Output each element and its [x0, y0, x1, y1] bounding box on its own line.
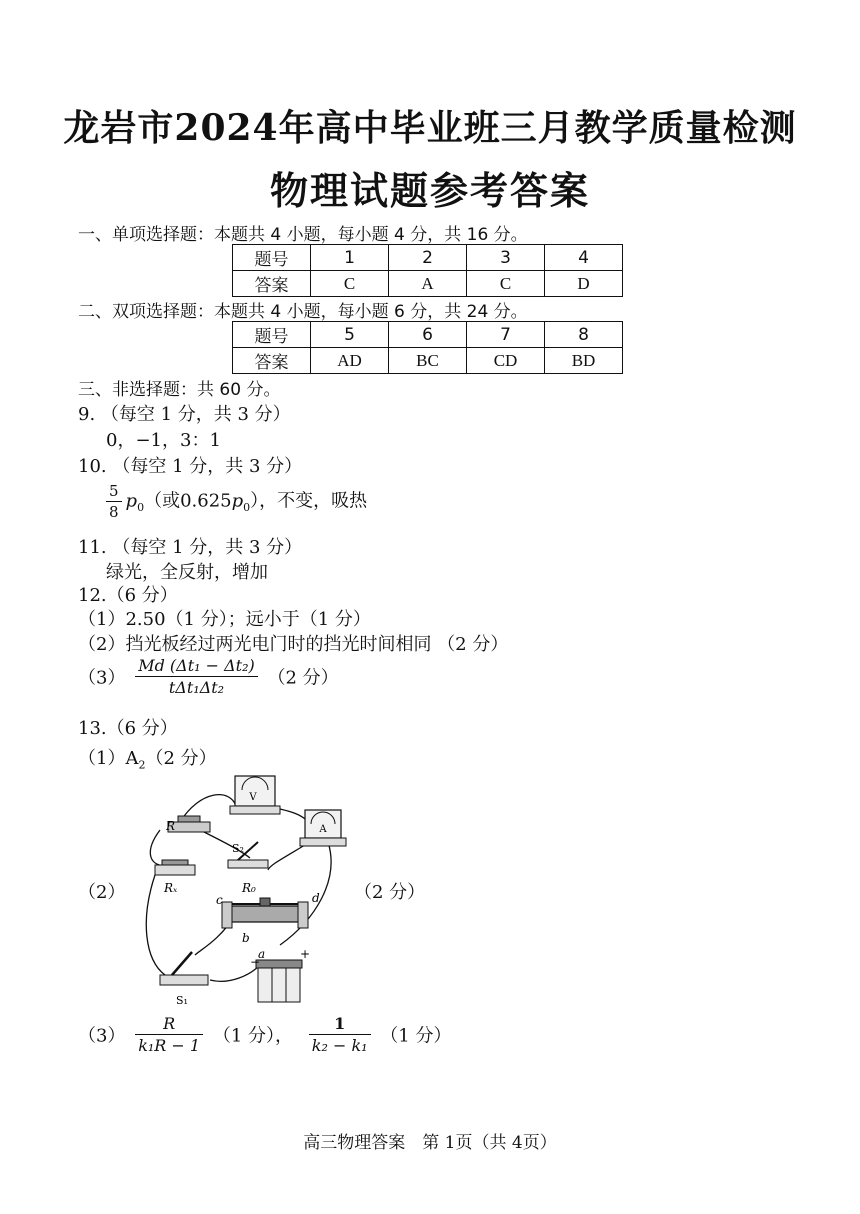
question-number: 7 [467, 322, 545, 348]
q13-part1 [78, 744, 217, 772]
q13-part3 [78, 1014, 451, 1055]
label-minus: − [250, 955, 261, 969]
fraction-numerator: 5 [106, 482, 122, 502]
circuit-diagram [140, 770, 360, 1015]
section2-heading: 二、双项选择题：本题共 4 小题，每小题 6 分，共 24 分。 [78, 302, 528, 322]
q11-label: 11. （每空 1 分，共 3 分） [78, 537, 303, 558]
q12-part3 [78, 656, 339, 697]
question-number: 1 [311, 245, 389, 271]
q13-part2-prefix: （2） [78, 882, 126, 903]
answer-cell: BD [545, 348, 623, 374]
alt-value: 0.625 [180, 490, 232, 512]
question-number: 3 [467, 245, 545, 271]
answer-cell: C [467, 271, 545, 297]
question-number: 8 [545, 322, 623, 348]
label-a: a [258, 947, 266, 961]
q13-p3-prefix: （3） [78, 1025, 126, 1047]
row-label-answer: 答案 [233, 271, 311, 297]
fraction-denominator: k₁R − 1 [138, 1036, 201, 1055]
q10-rest: ），不变，吸热 [250, 490, 368, 512]
answer-cell: A [389, 271, 467, 297]
fraction-denominator: tΔt₁Δt₂ [168, 678, 225, 697]
label-s1: S₁ [176, 994, 188, 1007]
q11-answer: 绿光，全反射，增加 [106, 562, 268, 583]
pressure-sub-2: 0 [243, 501, 251, 515]
label-s2: S₂ [232, 842, 244, 855]
q12-label: 12.（6 分） [78, 585, 178, 606]
voltmeter-label: V [249, 792, 257, 803]
question-number: 6 [389, 322, 467, 348]
row-label-question: 题号 [233, 245, 311, 271]
answer-cell: AD [311, 348, 389, 374]
q12-p3-prefix: （3） [78, 667, 126, 689]
section1-answer-table [232, 244, 623, 297]
q13-p1-prefix: （1）A [78, 748, 139, 769]
fraction-denominator: 8 [109, 503, 119, 521]
q13-p3-score2: （1 分） [380, 1025, 452, 1047]
fraction-denominator: k₂ − k₁ [311, 1036, 368, 1055]
switch-s2 [228, 842, 268, 868]
row-label-question: 题号 [233, 322, 311, 348]
fraction-numerator: Md (Δt₁ − Δt₂) [135, 656, 258, 677]
answer-cell: C [311, 271, 389, 297]
resistance-box [165, 816, 210, 833]
q13-fraction-2 [309, 1014, 371, 1055]
q13-label: 13.（6 分） [78, 718, 178, 739]
q10-fraction [106, 482, 122, 521]
fraction-numerator: R [135, 1014, 203, 1035]
switch-s1 [160, 952, 208, 1007]
q10-answer [102, 482, 367, 521]
label-d: d [312, 891, 320, 905]
q13-part2-score: （2 分） [354, 882, 426, 903]
q13-fraction-1 [135, 1014, 203, 1055]
rheostat [216, 891, 320, 945]
ammeter [300, 810, 346, 846]
section2-answer-table [232, 321, 623, 374]
table-row [233, 245, 623, 271]
pressure-var: p [125, 490, 138, 512]
q10-label: 10. （每空 1 分，共 3 分） [78, 456, 303, 477]
answer-cell: D [545, 271, 623, 297]
section1-heading: 一、单项选择题：本题共 4 小题，每小题 4 分，共 16 分。 [78, 225, 528, 245]
question-number: 2 [389, 245, 467, 271]
q9-answer: 0，−1，3：1 [106, 430, 221, 451]
q12-p3-score: （2 分） [267, 667, 339, 689]
pressure-sub: 0 [137, 501, 145, 515]
table-row [233, 322, 623, 348]
question-number: 5 [311, 322, 389, 348]
q13-p1-sub: 2 [138, 758, 146, 772]
label-rx: Rₓ [164, 881, 178, 895]
question-number: 4 [545, 245, 623, 271]
pressure-var-2: p [231, 490, 244, 512]
q12-fraction [135, 656, 258, 697]
fraction-numerator: 1 [309, 1014, 371, 1035]
answer-cell: BC [389, 348, 467, 374]
label-r0: R₀ [242, 881, 256, 895]
page-footer: 高三物理答案 第 1页（共 4页） [303, 1133, 557, 1153]
q12-part1: （1）2.50（1 分）；远小于（1 分） [78, 609, 371, 630]
table-row [233, 348, 623, 374]
label-plus: + [300, 947, 311, 961]
table-row [233, 271, 623, 297]
label-c: c [216, 893, 223, 907]
row-label-answer: 答案 [233, 348, 311, 374]
section3-heading: 三、非选择题：共 60 分。 [78, 380, 281, 400]
q9-label: 9. （每空 1 分，共 3 分） [78, 404, 291, 425]
q13-p1-score: （2 分） [145, 748, 217, 769]
label-r: R [166, 819, 176, 833]
page-subtitle: 物理试题参考答案 [269, 168, 590, 213]
page-title: 龙岩市2024年高中毕业班三月教学质量检测 [63, 107, 797, 149]
voltmeter [230, 776, 280, 814]
battery [250, 947, 310, 1002]
q12-part2: （2）挡光板经过两光电门时的挡光时间相同 （2 分） [78, 634, 509, 655]
q13-p3-score1: （1 分）， [212, 1025, 294, 1047]
answer-cell: CD [467, 348, 545, 374]
resistor-rx [155, 860, 195, 895]
alt-open: （或 [144, 490, 181, 512]
label-b: b [242, 931, 250, 945]
ammeter-label: A [319, 824, 327, 835]
